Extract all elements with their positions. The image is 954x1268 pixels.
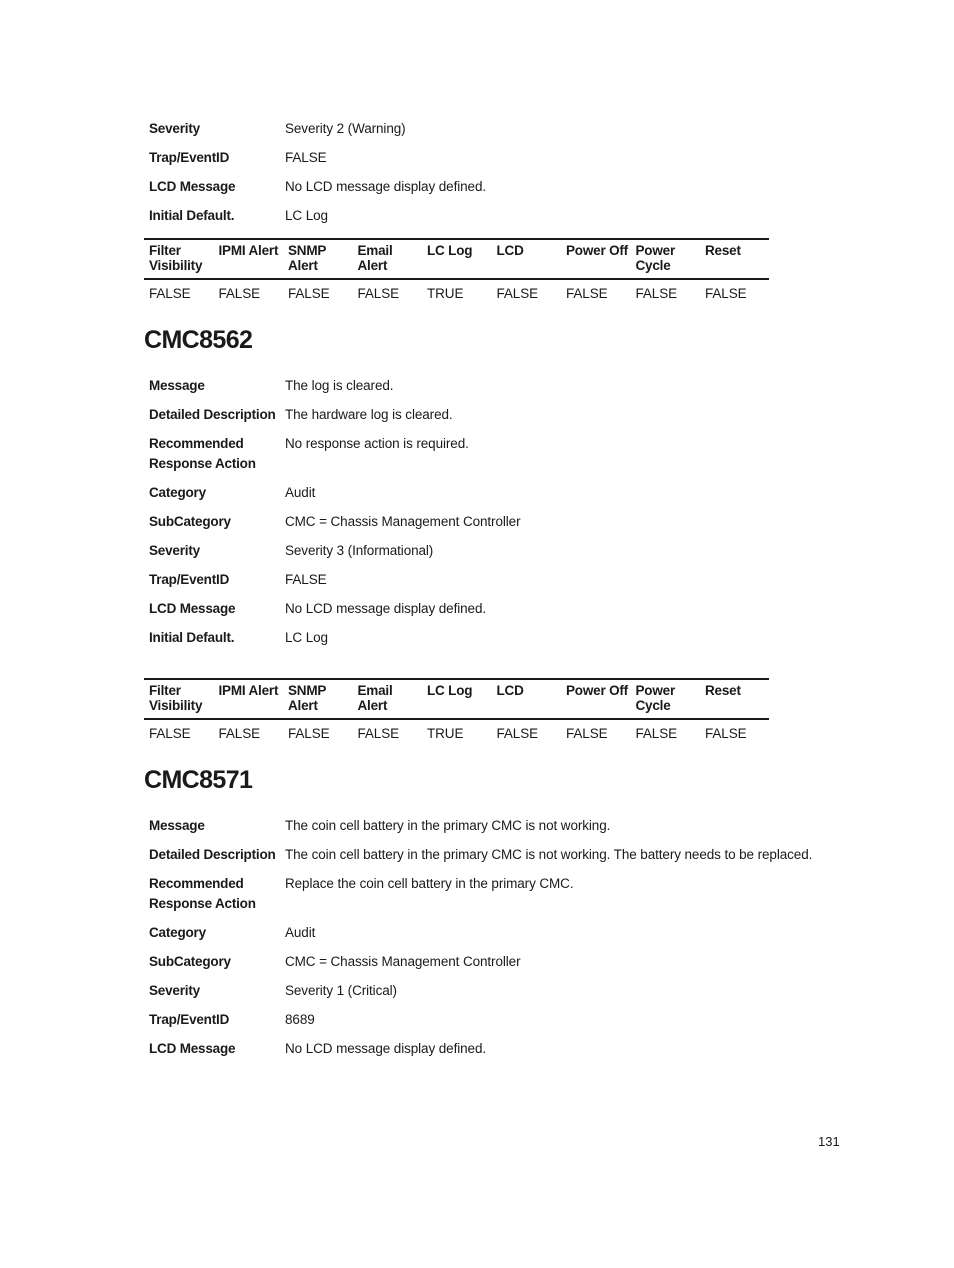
column-header: LC Log [422,679,492,719]
table-header-row [144,679,769,719]
detail-value: LC Log [285,629,328,645]
detail-value: Audit [285,924,316,940]
section-title-cmc8562: CMC8562 [144,326,253,354]
column-header: Power Cycle [631,239,701,279]
detail-value: No LCD message display defined. [285,600,487,616]
detail-value: Severity 2 (Warning) [285,121,406,136]
detail-key: Trap/EventID [149,1011,230,1027]
detail-row-lcd [149,177,829,197]
detail-row-trap [149,570,829,590]
detail-value: CMC = Chassis Management Controller [285,953,521,969]
detail-row-message [149,816,849,836]
detail-key: Detailed Description [149,847,276,862]
detail-value: FALSE [285,571,327,587]
detail-value: Audit [285,484,316,500]
detail-row-severity [149,981,849,1001]
table-cell: FALSE [705,286,747,301]
table-cell: FALSE [635,726,678,741]
table-cell: FALSE [635,286,678,301]
column-header: LC Log [422,239,492,279]
detail-row-category [149,483,829,503]
alert-flags-table [144,678,769,742]
column-header: LCD [492,239,562,279]
table-cell: FALSE [149,726,191,741]
detail-value: LC Log [285,208,328,223]
detail-key: Recommended Response Action [149,876,256,911]
alert-flags-table [144,238,769,302]
table-cell: FALSE [288,286,330,301]
column-header: Filter Visibility [144,239,214,279]
detail-value: No LCD message display defined. [285,1040,487,1056]
column-header: LCD [492,679,562,719]
detail-key: Category [149,924,206,940]
detail-key: Severity [149,982,200,998]
table-cell: FALSE [496,726,539,741]
detail-key: Detailed Description [149,407,276,422]
detail-row-message [149,376,829,396]
section-title-cmc8571: CMC8571 [144,766,253,794]
table-row [144,719,769,742]
table-cell: FALSE [705,726,747,741]
detail-value: Severity 1 (Critical) [285,982,397,998]
details-list-previous [149,119,829,226]
detail-key: Trap/EventID [149,571,230,587]
detail-value: 8689 [285,1011,315,1027]
detail-value: The coin cell battery in the primary CMC is not working. [285,818,611,833]
detail-row-category [149,923,849,943]
detail-row-severity [149,541,829,561]
detail-row-initial-default [149,628,829,648]
column-header: Email Alert [353,679,423,719]
column-header: IPMI Alert [214,679,284,719]
detail-key: Category [149,484,206,500]
detail-key: Recommended Response Action [149,436,256,471]
detail-row-recommended-action [149,434,829,473]
detail-key: Initial Default. [149,629,235,645]
detail-row-lcd [149,1039,849,1059]
detail-key: LCD Message [149,600,236,616]
table-cell: TRUE [427,726,464,741]
detail-key: Trap/EventID [149,150,230,165]
detail-row-detailed-description [149,845,849,865]
table-cell: FALSE [566,286,608,301]
table-cell: FALSE [288,726,330,741]
detail-row-trap [149,1010,849,1030]
column-header: Filter Visibility [144,679,214,719]
detail-key: Message [149,378,205,393]
table-cell: FALSE [218,726,261,741]
detail-key: Severity [149,121,200,136]
table-header-row [144,239,769,279]
detail-value: No response action is required. [285,436,469,451]
detail-key: LCD Message [149,1040,236,1056]
detail-value: Replace the coin cell battery in the primary CMC. [285,876,574,891]
detail-row-trap [149,148,829,168]
detail-row-detailed-description [149,405,829,425]
column-header: Email Alert [353,239,423,279]
details-list-cmc8562 [149,376,829,647]
detail-key: SubCategory [149,513,231,529]
detail-value: CMC = Chassis Management Controller [285,513,521,529]
column-header: IPMI Alert [214,239,284,279]
detail-key: LCD Message [149,179,236,194]
detail-value: FALSE [285,150,327,165]
detail-value: No LCD message display defined. [285,179,487,194]
detail-key: SubCategory [149,953,231,969]
page-number: 131 [818,1134,840,1149]
detail-row-recommended-action [149,874,849,913]
table-cell: FALSE [496,286,539,301]
column-header: SNMP Alert [283,679,353,719]
detail-key: Message [149,818,205,833]
column-header: SNMP Alert [283,239,353,279]
detail-key: Initial Default. [149,208,235,223]
detail-row-lcd [149,599,829,619]
detail-value: The coin cell battery in the primary CMC is not working. The battery needs to be replaced. [285,847,813,862]
column-header: Power Off [561,679,631,719]
column-header: Reset [700,679,769,719]
table-cell: FALSE [357,286,400,301]
table-cell: FALSE [357,726,400,741]
details-list-cmc8571 [149,816,849,1058]
detail-row-subcategory [149,952,849,972]
column-header: Power Off [561,239,631,279]
table-cell: FALSE [218,286,261,301]
table-row [144,279,769,302]
detail-row-initial-default [149,206,829,226]
detail-row-subcategory [149,512,829,532]
table-cell: FALSE [149,286,191,301]
detail-value: Severity 3 (Informational) [285,542,434,558]
detail-value: The hardware log is cleared. [285,407,453,422]
detail-value: The log is cleared. [285,378,394,393]
detail-key: Severity [149,542,200,558]
column-header: Reset [700,239,769,279]
table-cell: FALSE [566,726,608,741]
detail-row-severity [149,119,829,139]
column-header: Power Cycle [631,679,701,719]
table-cell: TRUE [427,286,464,301]
